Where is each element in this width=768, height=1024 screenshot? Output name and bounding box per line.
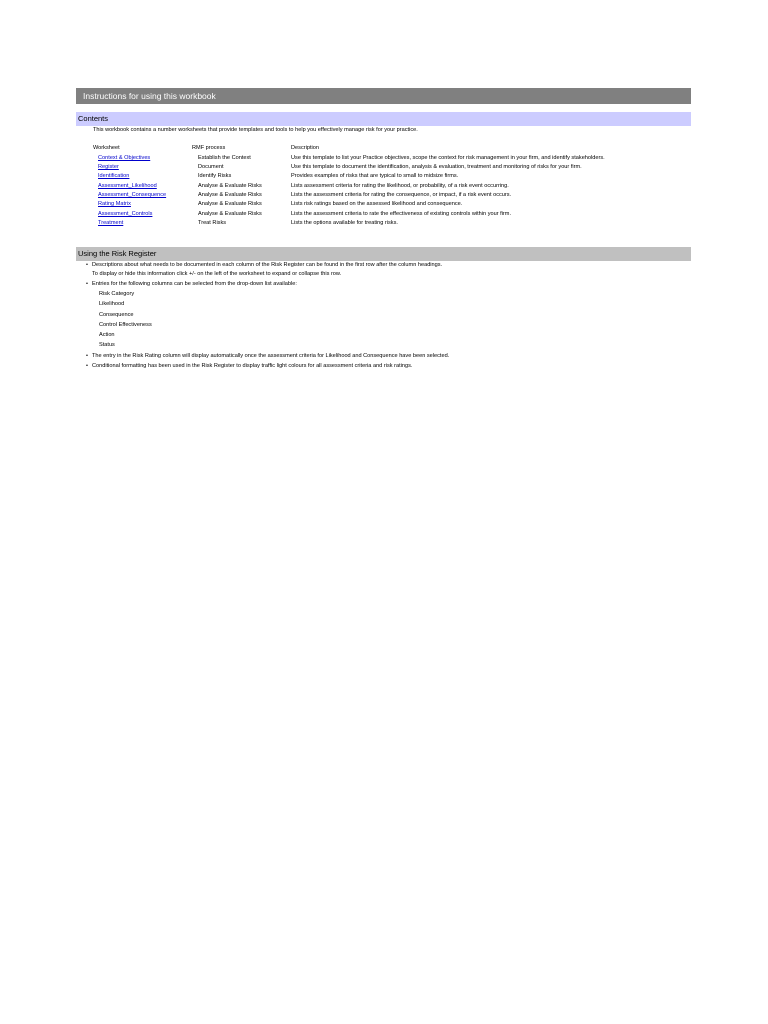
table-cell-process: Analyse & Evaluate Risks — [198, 183, 262, 189]
worksheet-link-identification[interactable]: Identification — [98, 173, 130, 179]
table-cell-process: Establish the Context — [198, 155, 251, 161]
table-cell-process: Analyse & Evaluate Risks — [198, 201, 262, 207]
table-cell-description: Provides examples of risks that are typical to small to midsize firms. — [291, 173, 459, 179]
instruction-text: Conditional formatting has been used in the Risk Register to display traffic light colours for all assessment criteria and risk ratings. — [92, 363, 413, 369]
contents-intro: This workbook contains a number worksheets that provide templates and tools to help you effectively manage risk for your practice. — [93, 127, 418, 133]
worksheet-link-assessment-likelihood[interactable]: Assessment_Likelihood — [98, 183, 157, 189]
dropdown-column-name: Action — [99, 332, 115, 338]
table-cell-description: Use this template to list your Practice objectives, scope the context for risk management in your firm, and identify stakeholders. — [291, 155, 605, 161]
workbook-instructions-title: Instructions for using this workbook — [76, 88, 691, 104]
dropdown-column-name: Likelihood — [99, 301, 125, 307]
table-cell-description: Use this template to document the identification, analysis & evaluation, treatment and monitoring of risks for your firm. — [291, 164, 582, 170]
bullet-icon: • — [86, 353, 88, 359]
column-header-rmf-process: RMF process — [192, 145, 226, 151]
table-cell-description: Lists the options available for treating risks. — [291, 220, 398, 226]
dropdown-column-name: Risk Category — [99, 291, 135, 297]
bullet-icon: • — [86, 262, 88, 268]
table-cell-process: Treat Risks — [198, 220, 227, 226]
table-cell-description: Lists the assessment criteria for rating the consequence, or impact, if a risk event occurs. — [291, 192, 512, 198]
worksheet-link-assessment-controls[interactable]: Assessment_Controls — [98, 211, 153, 217]
dropdown-column-name: Consequence — [99, 312, 134, 318]
bullet-icon: • — [86, 363, 88, 369]
worksheet-link-register[interactable]: Register — [98, 164, 119, 170]
worksheet-link-treatment[interactable]: Treatment — [98, 220, 124, 226]
table-cell-process: Identify Risks — [198, 173, 232, 179]
column-header-worksheet: Worksheet — [93, 145, 120, 151]
worksheet-link-rating-matrix[interactable]: Rating Matrix — [98, 201, 131, 207]
column-header-description: Description — [291, 145, 319, 151]
table-cell-process: Document — [198, 164, 224, 170]
dropdown-column-name: Status — [99, 342, 115, 348]
instruction-text: Entries for the following columns can be selected from the drop-down list available: — [92, 281, 297, 287]
dropdown-column-name: Control Effectiveness — [99, 322, 152, 328]
contents-heading: Contents — [76, 112, 691, 126]
table-cell-process: Analyse & Evaluate Risks — [198, 211, 262, 217]
bullet-icon: • — [86, 281, 88, 287]
table-cell-description: Lists assessment criteria for rating the likelihood, or probability, of a risk event occurring. — [291, 183, 509, 189]
table-cell-process: Analyse & Evaluate Risks — [198, 192, 262, 198]
worksheet-link-assessment-consequence[interactable]: Assessment_Consequence — [98, 192, 167, 198]
risk-register-heading: Using the Risk Register — [76, 247, 691, 261]
table-cell-description: Lists the assessment criteria to rate the effectiveness of existing controls within your firm. — [291, 211, 512, 217]
instruction-text: Descriptions about what needs to be documented in each column of the Risk Register can be found in the first row after the column headings. — [92, 262, 443, 268]
worksheet-link-context-objectives[interactable]: Context & Objectives — [98, 155, 151, 161]
instruction-text: The entry in the Risk Rating column will display automatically once the assessment criteria for Likelihood and Consequence have been selected. — [92, 353, 450, 359]
instruction-text: To display or hide this information click +/- on the left of the worksheet to expand or collapse this row. — [92, 271, 342, 277]
table-cell-description: Lists risk ratings based on the assessed likelihood and consequence. — [291, 201, 463, 207]
